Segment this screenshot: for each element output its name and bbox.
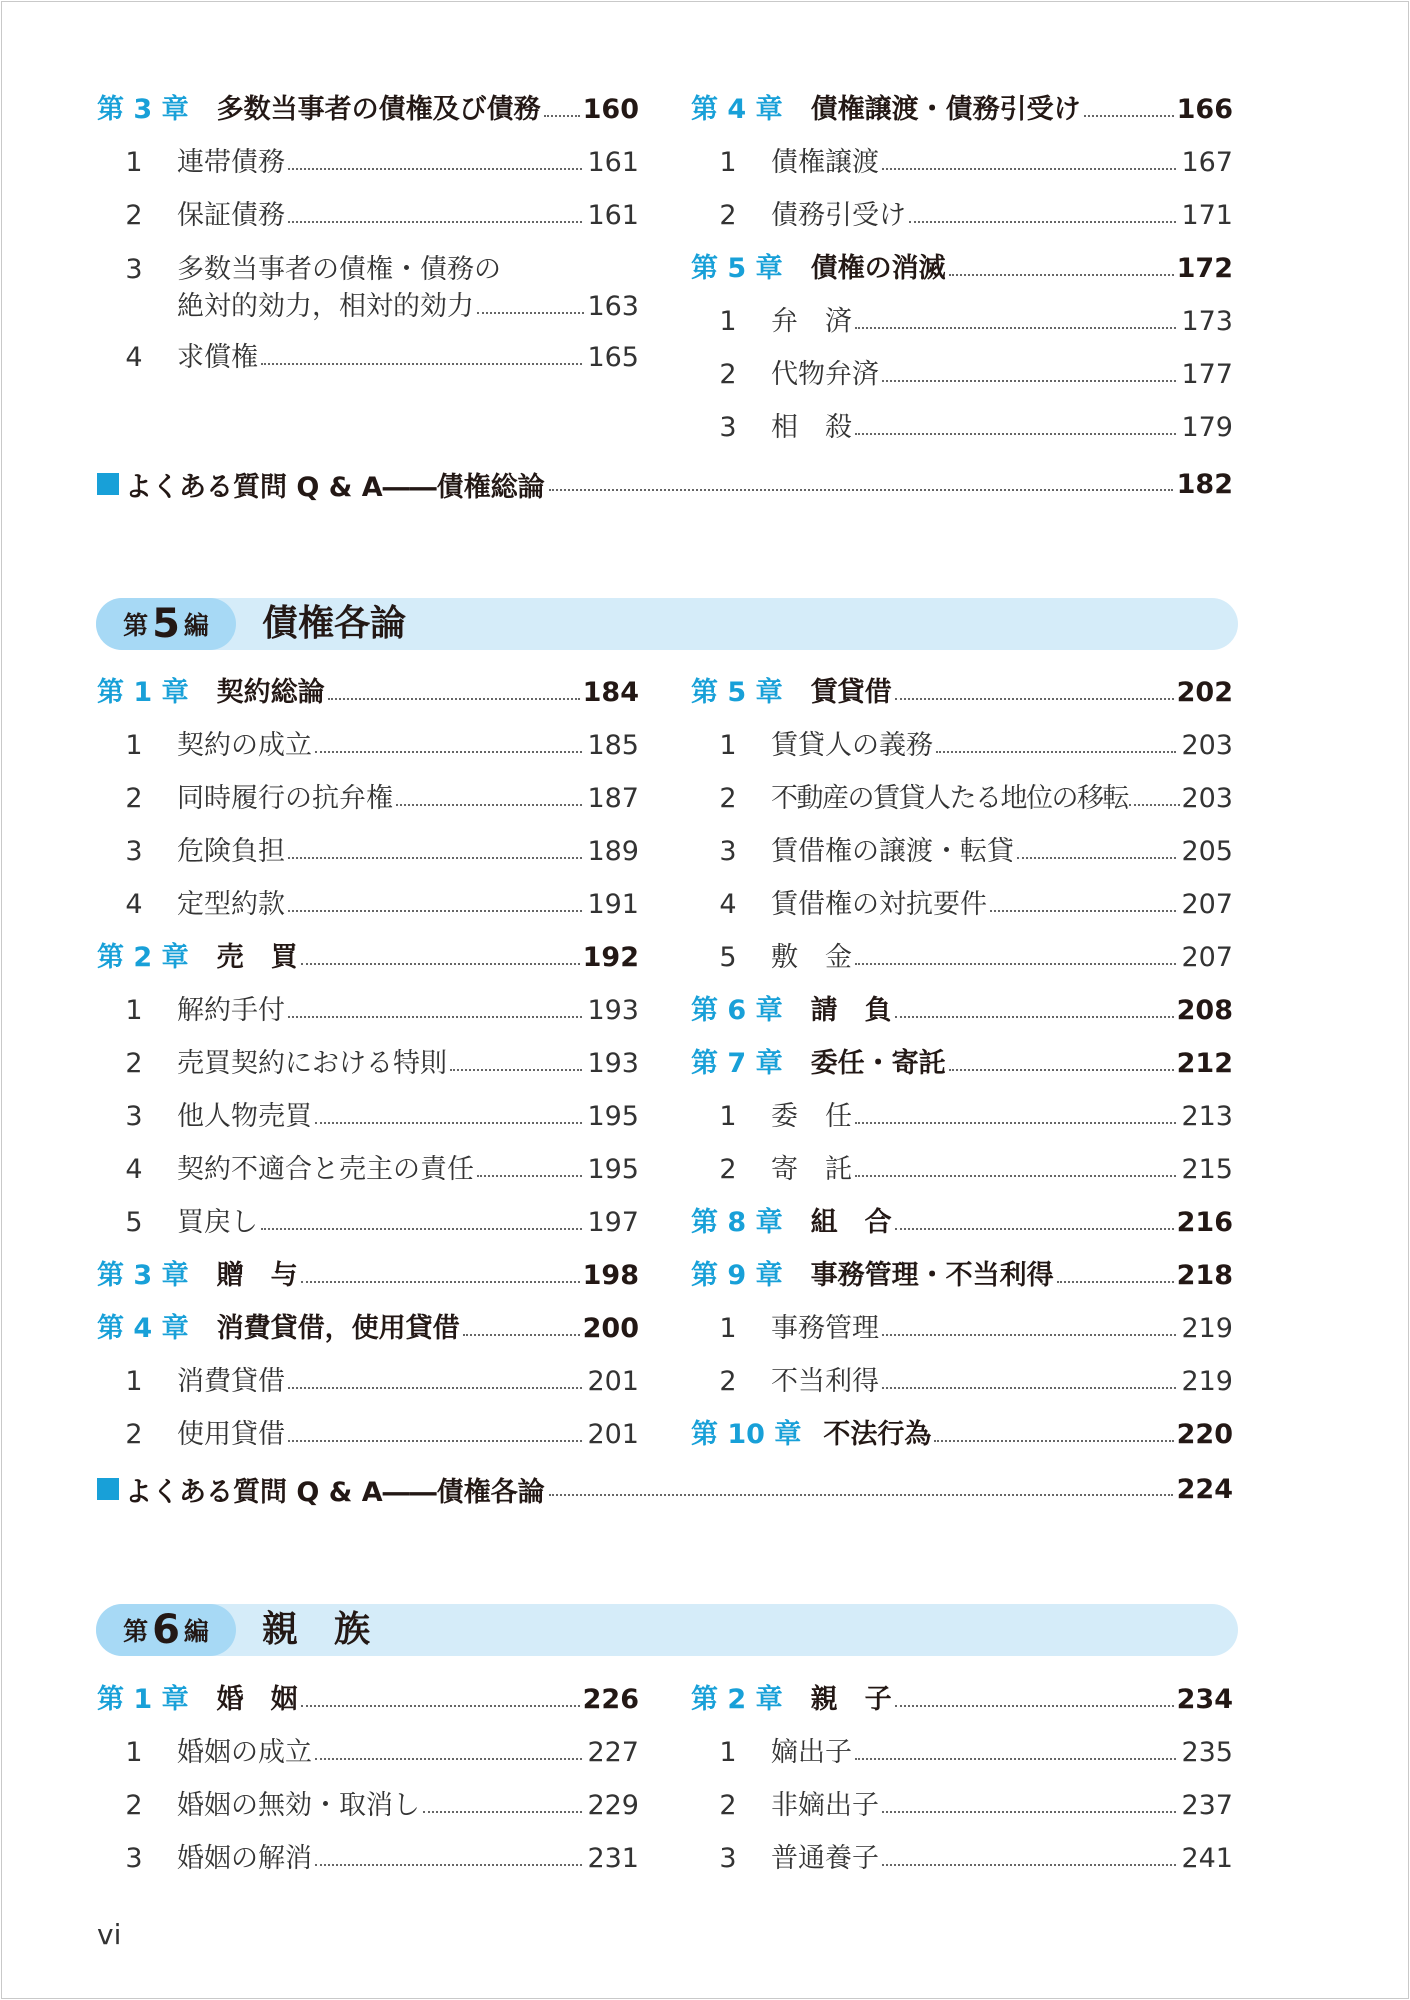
page-number: 229 — [587, 1790, 639, 1821]
leader-dots — [477, 1175, 582, 1177]
toc-section[interactable] — [97, 726, 639, 766]
leader-dots — [396, 804, 582, 806]
page-number: 208 — [1176, 995, 1233, 1026]
chapter-title: 消費貸借，使用貸借 — [216, 1313, 460, 1344]
section-title: 委 任 — [771, 1101, 852, 1132]
toc-section[interactable] — [691, 408, 1233, 448]
section-title: 弁 済 — [771, 306, 852, 337]
section-title: 危険負担 — [177, 836, 285, 867]
chapter-title: 債権の消滅 — [810, 253, 946, 284]
page-number: 200 — [582, 1313, 639, 1344]
toc-section[interactable] — [691, 1150, 1233, 1190]
page-number: 237 — [1181, 1790, 1233, 1821]
toc-section[interactable] — [97, 1097, 639, 1137]
chapter-label: 第 5 章 — [691, 677, 783, 708]
section-title-line1: 多数当事者の債権・債務の — [177, 254, 501, 285]
leader-dots — [855, 433, 1176, 435]
chapter-label: 第 6 章 — [691, 995, 783, 1026]
toc-section[interactable] — [97, 779, 639, 819]
leader-dots — [328, 698, 580, 700]
toc-section[interactable] — [97, 143, 639, 183]
page-number: 185 — [587, 730, 639, 761]
section-title: 求償権 — [177, 342, 258, 373]
chapter-title: 組 合 — [810, 1207, 892, 1238]
page-number: 220 — [1176, 1419, 1233, 1450]
page-number: 163 — [587, 291, 639, 322]
page-number: 226 — [582, 1684, 639, 1715]
leader-dots — [477, 312, 584, 314]
chapter-label: 第 7 章 — [691, 1048, 783, 1079]
leader-dots — [261, 363, 582, 365]
section-number: 1 — [125, 147, 143, 178]
section-title: 嫡出子 — [771, 1737, 852, 1768]
leader-dots — [882, 168, 1176, 170]
toc-section[interactable] — [97, 1839, 639, 1879]
toc-section[interactable] — [691, 1786, 1233, 1826]
section-number: 2 — [125, 1048, 143, 1079]
leader-dots — [855, 1758, 1176, 1760]
section-title: 不当利得 — [771, 1366, 879, 1397]
leader-dots — [261, 1228, 582, 1230]
section-title: 債務引受け — [771, 200, 906, 231]
section-number: 2 — [719, 783, 737, 814]
page-number: 197 — [587, 1207, 639, 1238]
page-number: 179 — [1181, 412, 1233, 443]
section-title: 普通養子 — [771, 1843, 879, 1874]
leader-dots — [288, 857, 582, 859]
leader-dots — [1017, 857, 1176, 859]
page-number: 207 — [1181, 889, 1233, 920]
page-number: 224 — [1176, 1473, 1233, 1505]
section-title: 非嫡出子 — [771, 1790, 879, 1821]
toc-section[interactable] — [691, 779, 1233, 819]
page-number: 213 — [1181, 1101, 1233, 1132]
page-number: 207 — [1181, 942, 1233, 973]
chapter-label: 第 4 章 — [691, 94, 783, 125]
toc-chapter[interactable] — [97, 90, 639, 130]
toc-section[interactable] — [97, 1203, 639, 1243]
page-number: 219 — [1181, 1366, 1233, 1397]
page-number: 203 — [1181, 783, 1233, 814]
page-number: 167 — [1181, 147, 1233, 178]
section-title: 解約手付 — [177, 995, 285, 1026]
leader-dots — [949, 274, 1174, 276]
leader-dots — [936, 751, 1176, 753]
section-number: 1 — [125, 1737, 143, 1768]
section-title: 消費貸借 — [177, 1366, 285, 1397]
section-title: 定型約款 — [177, 889, 285, 920]
page-number: 189 — [587, 836, 639, 867]
section-number: 1 — [125, 1366, 143, 1397]
section-number: 5 — [125, 1207, 143, 1238]
section-title: 寄 託 — [771, 1154, 852, 1185]
page-number: 195 — [587, 1154, 639, 1185]
part-title: 親 族 — [262, 1609, 371, 1650]
section-title: 敷 金 — [771, 942, 852, 973]
section-number: 3 — [125, 1101, 143, 1132]
leader-dots — [288, 1387, 582, 1389]
chapter-title: 賃貸借 — [810, 677, 892, 708]
section-number: 4 — [125, 342, 143, 373]
section-number: 1 — [719, 730, 737, 761]
section-number: 3 — [125, 1843, 143, 1874]
leader-dots — [882, 1387, 1176, 1389]
page-number: 215 — [1181, 1154, 1233, 1185]
toc-section[interactable] — [691, 1097, 1233, 1137]
leader-dots — [463, 1334, 580, 1336]
page-number: 165 — [587, 342, 639, 373]
leader-dots — [301, 1281, 580, 1283]
page-number: 201 — [587, 1366, 639, 1397]
toc-chapter[interactable] — [691, 991, 1233, 1031]
leader-dots — [895, 698, 1174, 700]
section-title: 保証債務 — [177, 200, 285, 231]
chapter-title: 多数当事者の債権及び債務 — [216, 94, 541, 125]
toc-chapter[interactable] — [97, 938, 639, 978]
toc-chapter[interactable] — [691, 673, 1233, 713]
section-title: 賃借権の対抗要件 — [771, 889, 987, 920]
toc-chapter[interactable] — [691, 1680, 1233, 1720]
section-number: 1 — [125, 995, 143, 1026]
toc-chapter[interactable] — [691, 1256, 1233, 1296]
leader-dots — [895, 1705, 1174, 1707]
page-number: 187 — [587, 783, 639, 814]
section-title: 婚姻の解消 — [177, 1843, 312, 1874]
part-number-pill: 第 5 編 — [96, 598, 236, 650]
leader-dots — [855, 1122, 1176, 1124]
page-folio: vi — [97, 1918, 122, 1951]
chapter-title: 売 買 — [216, 942, 298, 973]
section-number: 2 — [125, 1419, 143, 1450]
toc-qa-entry[interactable] — [97, 464, 1233, 504]
section-number: 3 — [719, 836, 737, 867]
page-number: 173 — [1181, 306, 1233, 337]
toc-chapter[interactable] — [691, 1044, 1233, 1084]
page-number: 193 — [587, 995, 639, 1026]
section-title: 賃借権の譲渡・転貸 — [771, 836, 1014, 867]
page-number: 201 — [587, 1419, 639, 1450]
leader-dots — [882, 1811, 1176, 1813]
leader-dots — [288, 168, 582, 170]
toc-section[interactable] — [97, 991, 639, 1031]
page-number: 192 — [582, 942, 639, 973]
leader-dots — [288, 1016, 582, 1018]
section-title: 賃貸人の義務 — [771, 730, 933, 761]
toc-chapter[interactable] — [97, 1256, 639, 1296]
chapter-label: 第 8 章 — [691, 1207, 783, 1238]
section-number: 1 — [719, 306, 737, 337]
toc-section[interactable] — [97, 1415, 639, 1455]
page-number: 212 — [1176, 1048, 1233, 1079]
page-number: 234 — [1176, 1684, 1233, 1715]
section-number: 2 — [719, 1154, 737, 1185]
page-number: 195 — [587, 1101, 639, 1132]
section-number: 3 — [125, 254, 143, 285]
toc-section[interactable] — [97, 1733, 639, 1773]
toc-section[interactable] — [691, 1362, 1233, 1402]
toc-chapter[interactable] — [97, 1309, 639, 1349]
toc-section[interactable] — [97, 338, 639, 378]
chapter-title: 契約総論 — [216, 677, 325, 708]
toc-section[interactable] — [691, 143, 1233, 183]
part-number-pill: 第 6 編 — [96, 1604, 236, 1656]
section-title: 売買契約における特則 — [177, 1048, 447, 1079]
chapter-label: 第 5 章 — [691, 253, 783, 284]
toc-section[interactable] — [691, 1309, 1233, 1349]
page-number: 161 — [587, 200, 639, 231]
section-title: 相 殺 — [771, 412, 852, 443]
chapter-title: 婚 姻 — [216, 1684, 298, 1715]
section-number: 2 — [719, 1366, 737, 1397]
leader-dots — [288, 910, 582, 912]
page-number: 198 — [582, 1260, 639, 1291]
leader-dots — [895, 1016, 1174, 1018]
section-number: 2 — [719, 359, 737, 390]
qa-title: よくある質問 Q & A――債権総論 — [125, 471, 545, 503]
section-title: 買戻し — [177, 1207, 258, 1238]
toc-section[interactable] — [691, 355, 1233, 395]
leader-dots — [855, 1175, 1176, 1177]
section-title: 契約の成立 — [177, 730, 312, 761]
chapter-label: 第 4 章 — [97, 1313, 189, 1344]
section-number: 3 — [719, 412, 737, 443]
chapter-label: 第 2 章 — [691, 1684, 783, 1715]
section-title-line2: 絶対的効力，相対的効力 — [177, 291, 474, 322]
square-bullet-icon — [97, 473, 119, 495]
leader-dots — [544, 115, 580, 117]
chapter-label: 第 1 章 — [97, 677, 189, 708]
toc-chapter[interactable] — [691, 1203, 1233, 1243]
toc-chapter[interactable] — [691, 90, 1233, 130]
toc-section[interactable] — [691, 938, 1233, 978]
leader-dots — [288, 1440, 582, 1442]
page-number: 205 — [1181, 836, 1233, 867]
toc-section[interactable] — [97, 1786, 639, 1826]
chapter-label: 第 1 章 — [97, 1684, 189, 1715]
page-number: 166 — [1176, 94, 1233, 125]
section-title: 同時履行の抗弁権 — [177, 783, 393, 814]
section-title: 婚姻の無効・取消し — [177, 1790, 420, 1821]
leader-dots — [301, 1705, 580, 1707]
leader-dots — [990, 910, 1176, 912]
leader-dots — [1129, 804, 1180, 806]
section-number: 2 — [719, 200, 737, 231]
page-number: 172 — [1176, 253, 1233, 284]
section-title: 婚姻の成立 — [177, 1737, 312, 1768]
section-title: 事務管理 — [771, 1313, 879, 1344]
leader-dots — [855, 327, 1176, 329]
page-number: 161 — [587, 147, 639, 178]
toc-section[interactable] — [691, 1839, 1233, 1879]
section-number: 2 — [125, 1790, 143, 1821]
section-title: 代物弁済 — [771, 359, 879, 390]
section-title: 契約不適合と売主の責任 — [177, 1154, 474, 1185]
section-number: 1 — [719, 1737, 737, 1768]
toc-section[interactable] — [691, 885, 1233, 925]
chapter-title: 事務管理・不当利得 — [810, 1260, 1054, 1291]
part-title: 債権各論 — [262, 603, 407, 644]
page-number: 160 — [582, 94, 639, 125]
page-number: 203 — [1181, 730, 1233, 761]
section-number: 4 — [125, 889, 143, 920]
leader-dots — [1084, 115, 1174, 117]
section-number: 3 — [125, 836, 143, 867]
leader-dots — [882, 1334, 1176, 1336]
leader-dots — [882, 380, 1176, 382]
chapter-title: 債権譲渡・債務引受け — [810, 94, 1081, 125]
toc-section[interactable] — [691, 832, 1233, 872]
toc-chapter[interactable] — [691, 1415, 1233, 1455]
chapter-title: 親 子 — [810, 1684, 892, 1715]
toc-chapter[interactable] — [97, 673, 639, 713]
section-title: 使用貸借 — [177, 1419, 285, 1450]
leader-dots — [909, 221, 1176, 223]
section-number: 1 — [719, 1101, 737, 1132]
page-number: 241 — [1181, 1843, 1233, 1874]
section-title: 他人物売買 — [177, 1101, 312, 1132]
leader-dots — [1057, 1281, 1174, 1283]
page-number: 218 — [1176, 1260, 1233, 1291]
toc-qa-entry[interactable] — [97, 1469, 1233, 1509]
chapter-label: 第 10 章 — [691, 1419, 802, 1450]
toc-section[interactable] — [691, 302, 1233, 342]
section-number: 1 — [125, 730, 143, 761]
section-number: 2 — [125, 783, 143, 814]
page-number: 235 — [1181, 1737, 1233, 1768]
toc-section[interactable] — [691, 1733, 1233, 1773]
page-number: 171 — [1181, 200, 1233, 231]
leader-dots — [315, 1122, 582, 1124]
section-title: 不動産の賃貸人たる地位の移転 — [771, 783, 1128, 814]
page-number: 227 — [587, 1737, 639, 1768]
leader-dots — [301, 963, 580, 965]
chapter-title: 委任・寄託 — [810, 1048, 946, 1079]
toc-section[interactable] — [97, 1362, 639, 1402]
page-number: 191 — [587, 889, 639, 920]
chapter-label: 第 9 章 — [691, 1260, 783, 1291]
toc-section[interactable] — [691, 726, 1233, 766]
leader-dots — [895, 1228, 1174, 1230]
section-number: 4 — [719, 889, 737, 920]
section-title: 連帯債務 — [177, 147, 285, 178]
leader-dots — [549, 1494, 1173, 1496]
section-number: 2 — [719, 1790, 737, 1821]
toc-section[interactable] — [97, 885, 639, 925]
page-number: 193 — [587, 1048, 639, 1079]
leader-dots — [315, 751, 582, 753]
toc-section[interactable] — [97, 832, 639, 872]
toc-section[interactable] — [691, 196, 1233, 236]
part-header-5 — [96, 598, 1238, 650]
leader-dots — [549, 489, 1173, 491]
qa-title: よくある質問 Q & A――債権各論 — [125, 1476, 545, 1508]
page-number: 177 — [1181, 359, 1233, 390]
page-number: 231 — [587, 1843, 639, 1874]
page-number: 202 — [1176, 677, 1233, 708]
page-number: 219 — [1181, 1313, 1233, 1344]
section-number: 1 — [719, 1313, 737, 1344]
chapter-label: 第 3 章 — [97, 94, 189, 125]
page-number: 184 — [582, 677, 639, 708]
leader-dots — [423, 1811, 582, 1813]
toc-section[interactable] — [97, 196, 639, 236]
chapter-title: 贈 与 — [216, 1260, 298, 1291]
section-number: 5 — [719, 942, 737, 973]
toc-section[interactable] — [97, 1150, 639, 1190]
page-number: 182 — [1176, 468, 1233, 500]
chapter-label: 第 3 章 — [97, 1260, 189, 1291]
chapter-title: 請 負 — [810, 995, 892, 1026]
section-number: 3 — [719, 1843, 737, 1874]
leader-dots — [450, 1069, 582, 1071]
toc-section-two-line[interactable] — [97, 251, 639, 325]
leader-dots — [855, 963, 1176, 965]
section-number: 4 — [125, 1154, 143, 1185]
toc-chapter[interactable] — [97, 1680, 639, 1720]
leader-dots — [882, 1864, 1176, 1866]
square-bullet-icon — [97, 1478, 119, 1500]
section-number: 2 — [125, 200, 143, 231]
chapter-label: 第 2 章 — [97, 942, 189, 973]
leader-dots — [288, 221, 582, 223]
section-title: 債権譲渡 — [771, 147, 879, 178]
toc-section[interactable] — [97, 1044, 639, 1084]
toc-chapter[interactable] — [691, 249, 1233, 289]
part-header-6 — [96, 1604, 1238, 1656]
leader-dots — [949, 1069, 1174, 1071]
leader-dots — [315, 1758, 582, 1760]
section-number: 1 — [719, 147, 737, 178]
page-number: 216 — [1176, 1207, 1233, 1238]
leader-dots — [934, 1440, 1173, 1442]
chapter-title: 不法行為 — [823, 1419, 932, 1450]
leader-dots — [315, 1864, 582, 1866]
